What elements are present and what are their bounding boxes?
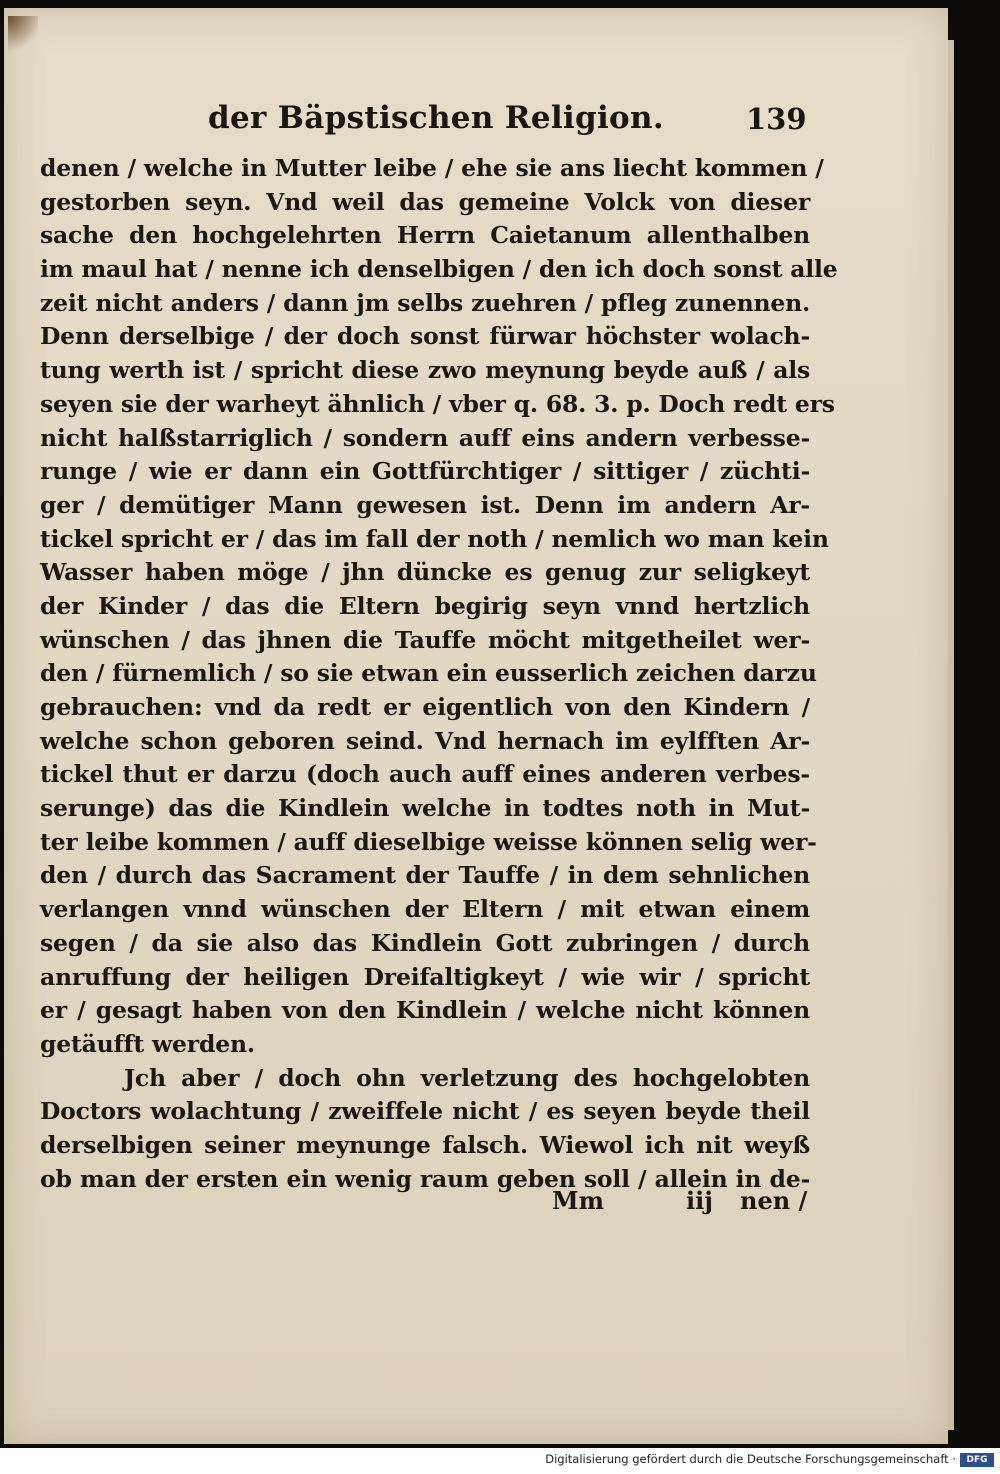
text-line: welche schon geboren seind. Vnd hernach im eylfften Ar- <box>40 726 810 755</box>
text-line-paragraph-start: Jch aber / doch ohn verletzung des hochgelobten <box>124 1063 810 1092</box>
catchword: nen / <box>740 1186 808 1215</box>
text-line: serunge) das die Kindlein welche in todtes noth in Mut- <box>40 794 810 823</box>
running-head-title: der Bäpstischen Religion. <box>208 100 664 136</box>
text-line: der Kinder / das die Eltern begirig seyn vnnd hertzlich <box>40 591 810 620</box>
running-head <box>4 100 948 150</box>
text-line: ob man der ersten ein wenig raum geben soll / allein in de- <box>40 1164 810 1193</box>
signature-mark: Mm <box>552 1186 604 1215</box>
funding-credit: Digitalisierung gefördert durch die Deutsche Forschungsgemeinschaft · <box>545 1452 956 1466</box>
text-line: runge / wie er dann ein Gottfürchtiger / sittiger / züchti- <box>40 457 810 486</box>
text-line: ter leibe kommen / auff dieselbige weisse können selig wer- <box>40 827 817 856</box>
text-line: tickel thut er darzu (doch auch auff eines anderen verbes- <box>40 760 810 789</box>
text-line: anruffung der heiligen Dreifaltigkeyt / wie wir / spricht <box>40 962 810 991</box>
text-line-paragraph-end: getäufft werden. <box>40 1029 255 1058</box>
text-line: denen / welche in Mutter leibe / ehe sie ans liecht kommen / <box>40 154 824 182</box>
text-line: wünschen / das jhnen die Tauffe möcht mitgetheilet wer- <box>40 625 810 654</box>
text-line: derselbigen seiner meynunge falsch. Wiewol ich nit weyß <box>40 1130 810 1159</box>
text-line: den / fürnemlich / so sie etwan ein eusserlich zeichen darzu <box>40 659 817 688</box>
corner-stain <box>8 16 38 56</box>
text-line: segen / da sie also das Kindlein Gott zubringen / durch <box>40 928 810 957</box>
page-edge <box>948 40 954 1430</box>
body-text <box>40 152 838 1196</box>
text-line: tung werth ist / spricht diese zwo meynung beyde auß / als <box>40 356 810 385</box>
text-line: zeit nicht anders / dann jm selbs zuehren / pfleg zunennen. <box>40 288 810 317</box>
text-line: den / durch das Sacrament der Tauffe / in dem sehnlichen <box>40 861 810 890</box>
text-line: Wasser haben möge / jhn düncke es genug zur seligkeyt <box>40 558 810 587</box>
text-line: Denn derselbige / der doch sonst fürwar höchster wolach- <box>40 322 810 351</box>
footer-bar <box>0 1448 1000 1474</box>
text-line: gestorben seyn. Vnd weil das gemeine Volck von dieser <box>40 187 810 216</box>
dfg-logo: DFG <box>960 1453 994 1467</box>
page-number: 139 <box>746 102 807 136</box>
signature-catchword-line <box>4 1186 948 1220</box>
text-line: Doctors wolachtung / zweiffele nicht / es seyen beyde theil <box>40 1097 810 1126</box>
leaf-number: iij <box>686 1186 713 1215</box>
text-line: im maul hat / nenne ich denselbigen / den ich doch sonst alle <box>40 255 838 284</box>
book-page <box>4 8 948 1444</box>
text-line: gebrauchen: vnd da redt er eigentlich von den Kindern / <box>40 693 810 721</box>
text-line: verlangen vnnd wünschen der Eltern / mit etwan einem <box>40 895 810 924</box>
text-line: nicht halßstarriglich / sondern auff eins andern verbesse- <box>40 423 810 452</box>
text-line: tickel spricht er / das im fall der noth / nemlich wo man kein <box>40 524 829 553</box>
text-line: ger / demütiger Mann gewesen ist. Denn im andern Ar- <box>40 490 810 519</box>
text-line: seyen sie der warheyt ähnlich / vber q. 68. 3. p. Doch redt ers <box>40 389 835 418</box>
text-line: sache den hochgelehrten Herrn Caietanum allenthalben <box>40 221 810 250</box>
text-line: er / gesagt haben von den Kindlein / welche nicht können <box>40 996 810 1025</box>
